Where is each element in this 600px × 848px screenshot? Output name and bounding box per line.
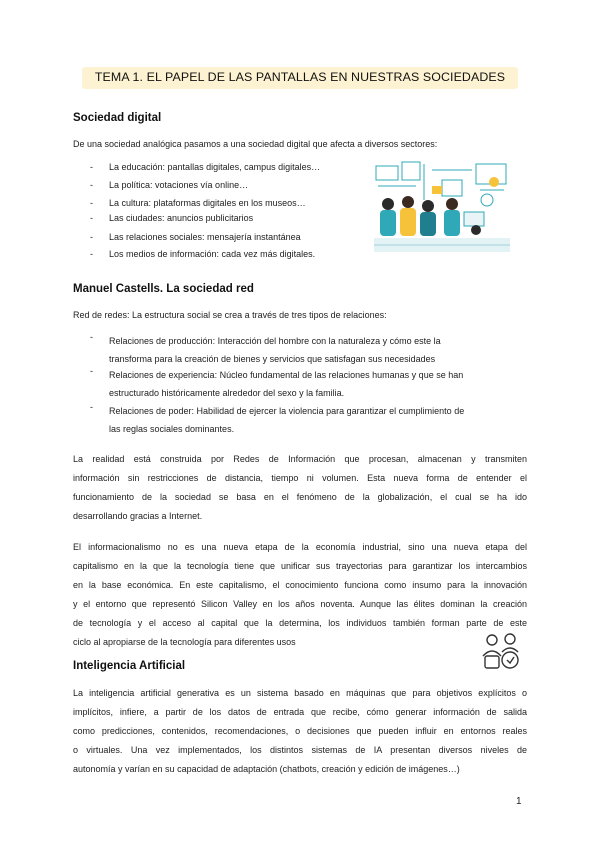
paragraph-informacionalismo: El informacionalismo no es una nueva etapa de la economía industrial, sino una nueva etapa del capitalismo en la que la tecnología tiene que unificar sus trayectorias para garantizar los intercambios en la base económica. En este capitalismo, el conocimiento funciona como insumo para la innovación y el entorno que representó Silicon Valley en los años noventa. Aunque las élites dominan la creación de tecnología y el acceso al capital que la determina, los individuos también forman parte de este ciclo al apropiarse de la tecnología para diferentes usos bbox=[73, 542, 527, 647]
intro-sociedad-digital: De una sociedad analógica pasamos a una sociedad digital que afecta a diversos sectores: bbox=[73, 139, 438, 149]
heading-inteligencia-artificial: Inteligencia Artificial bbox=[73, 660, 186, 672]
intro-sociedad-red: Red de redes: La estructura social se crea a través de tres tipos de relaciones: bbox=[73, 310, 387, 320]
title-highlight bbox=[82, 67, 518, 89]
page-number: 1 bbox=[516, 796, 522, 807]
document-page: TEMA 1. EL PAPEL DE LAS PANTALLAS EN NUESTRAS SOCIEDADES Sociedad digital De una sociedad analógica pasamos a una sociedad digital que afecta a diversos sectores: - La educación: pantallas digitales, campus digitales… - La política: votaciones vía online… - La cultura: plataformas digitales en los museos… - Las ciudades: anuncios publicitarios - Las relaciones sociales: mensajería instantánea - Los medios de información: cada vez más digitales. Manuel Castells. La sociedad red Red de redes: La estructura social se crea a través de tres tipos de relaciones: - Relaciones de producción: Interacción del hombre con la naturaleza y cómo este la transforma para la creación de bienes y servicios que satisfagan sus necesidades - Relaciones de experiencia: Núcleo fundamental de las relaciones humanas y que se han estructurado históricamente alrededor del sexo y la familia. - Relaciones de poder: Habilidad de ejercer la violencia para garantizar el cumplimiento de las reglas sociales dominantes. La realidad está construida por Redes de Información que procesan, almacenan y transmiten información sin restricciones de distancia, tiempo ni volumen. Esta nueva forma de entender el funcionamiento de la sociedad se basa en el fenómeno de la globalización, el cual se ha ido desarrollando gracias a Internet. El informacionalismo no es una nueva etapa de la economía industrial, sino una nueva etapa del capitalismo en la que la tecnología tiene que unificar sus trayectorias para garantizar los intercambios en la base económica. En este capitalismo, el conocimiento funciona como insumo para la innovación y el entorno que representó Silicon Valley en los años noventa. Aunque las élites dominan la creación de tecnología y el acceso al capital que la determina, los individuos también forman parte de este ciclo al apropiarse de la tecnología para diferentes usos Inteligencia Artificial La inteligencia artificial generativa es un sistema basado en máquinas que para objetivos explícitos o implícitos, infiere, a partir de los datos de entrada que recibe, cómo generar información de salida como predicciones, contenidos, recomendaciones, o decisiones que pueden influir en entornos reales o virtuales. Una vez implementados, los distintos sistemas de IA presentan diversos niveles de autonomía y varían en su capacidad de adaptación (chatbots, creación y edición de imágenes…) 1 bbox=[0, 0, 600, 848]
page-title: TEMA 1. EL PAPEL DE LAS PANTALLAS EN NUESTRAS SOCIEDADES bbox=[94, 70, 506, 84]
people-ai-icon bbox=[480, 630, 524, 672]
digital-society-illustration bbox=[372, 160, 512, 256]
paragraph-redes-informacion: La realidad está construida por Redes de Información que procesan, almacenan y transmiten información sin restricciones de distancia, tiempo ni volumen. Esta nueva forma de entender el funcionamiento de la sociedad se basa en el fenómeno de la globalización, el cual se ha ido desarrollando gracias a Internet. bbox=[73, 454, 527, 521]
heading-sociedad-red: Manuel Castells. La sociedad red bbox=[73, 283, 254, 295]
paragraph-ia: La inteligencia artificial generativa es un sistema basado en máquinas que para objetivos explícitos o implícitos, infiere, a partir de los datos de entrada que recibe, cómo generar información de salida como predicciones, contenidos, recomendaciones, o decisiones que pueden influir en entornos reales o virtuales. Una vez implementados, los distintos sistemas de IA presentan diversos niveles de autonomía y varían en su capacidad de adaptación (chatbots, creación y edición de imágenes…) bbox=[73, 688, 527, 774]
heading-sociedad-digital: Sociedad digital bbox=[73, 112, 162, 124]
